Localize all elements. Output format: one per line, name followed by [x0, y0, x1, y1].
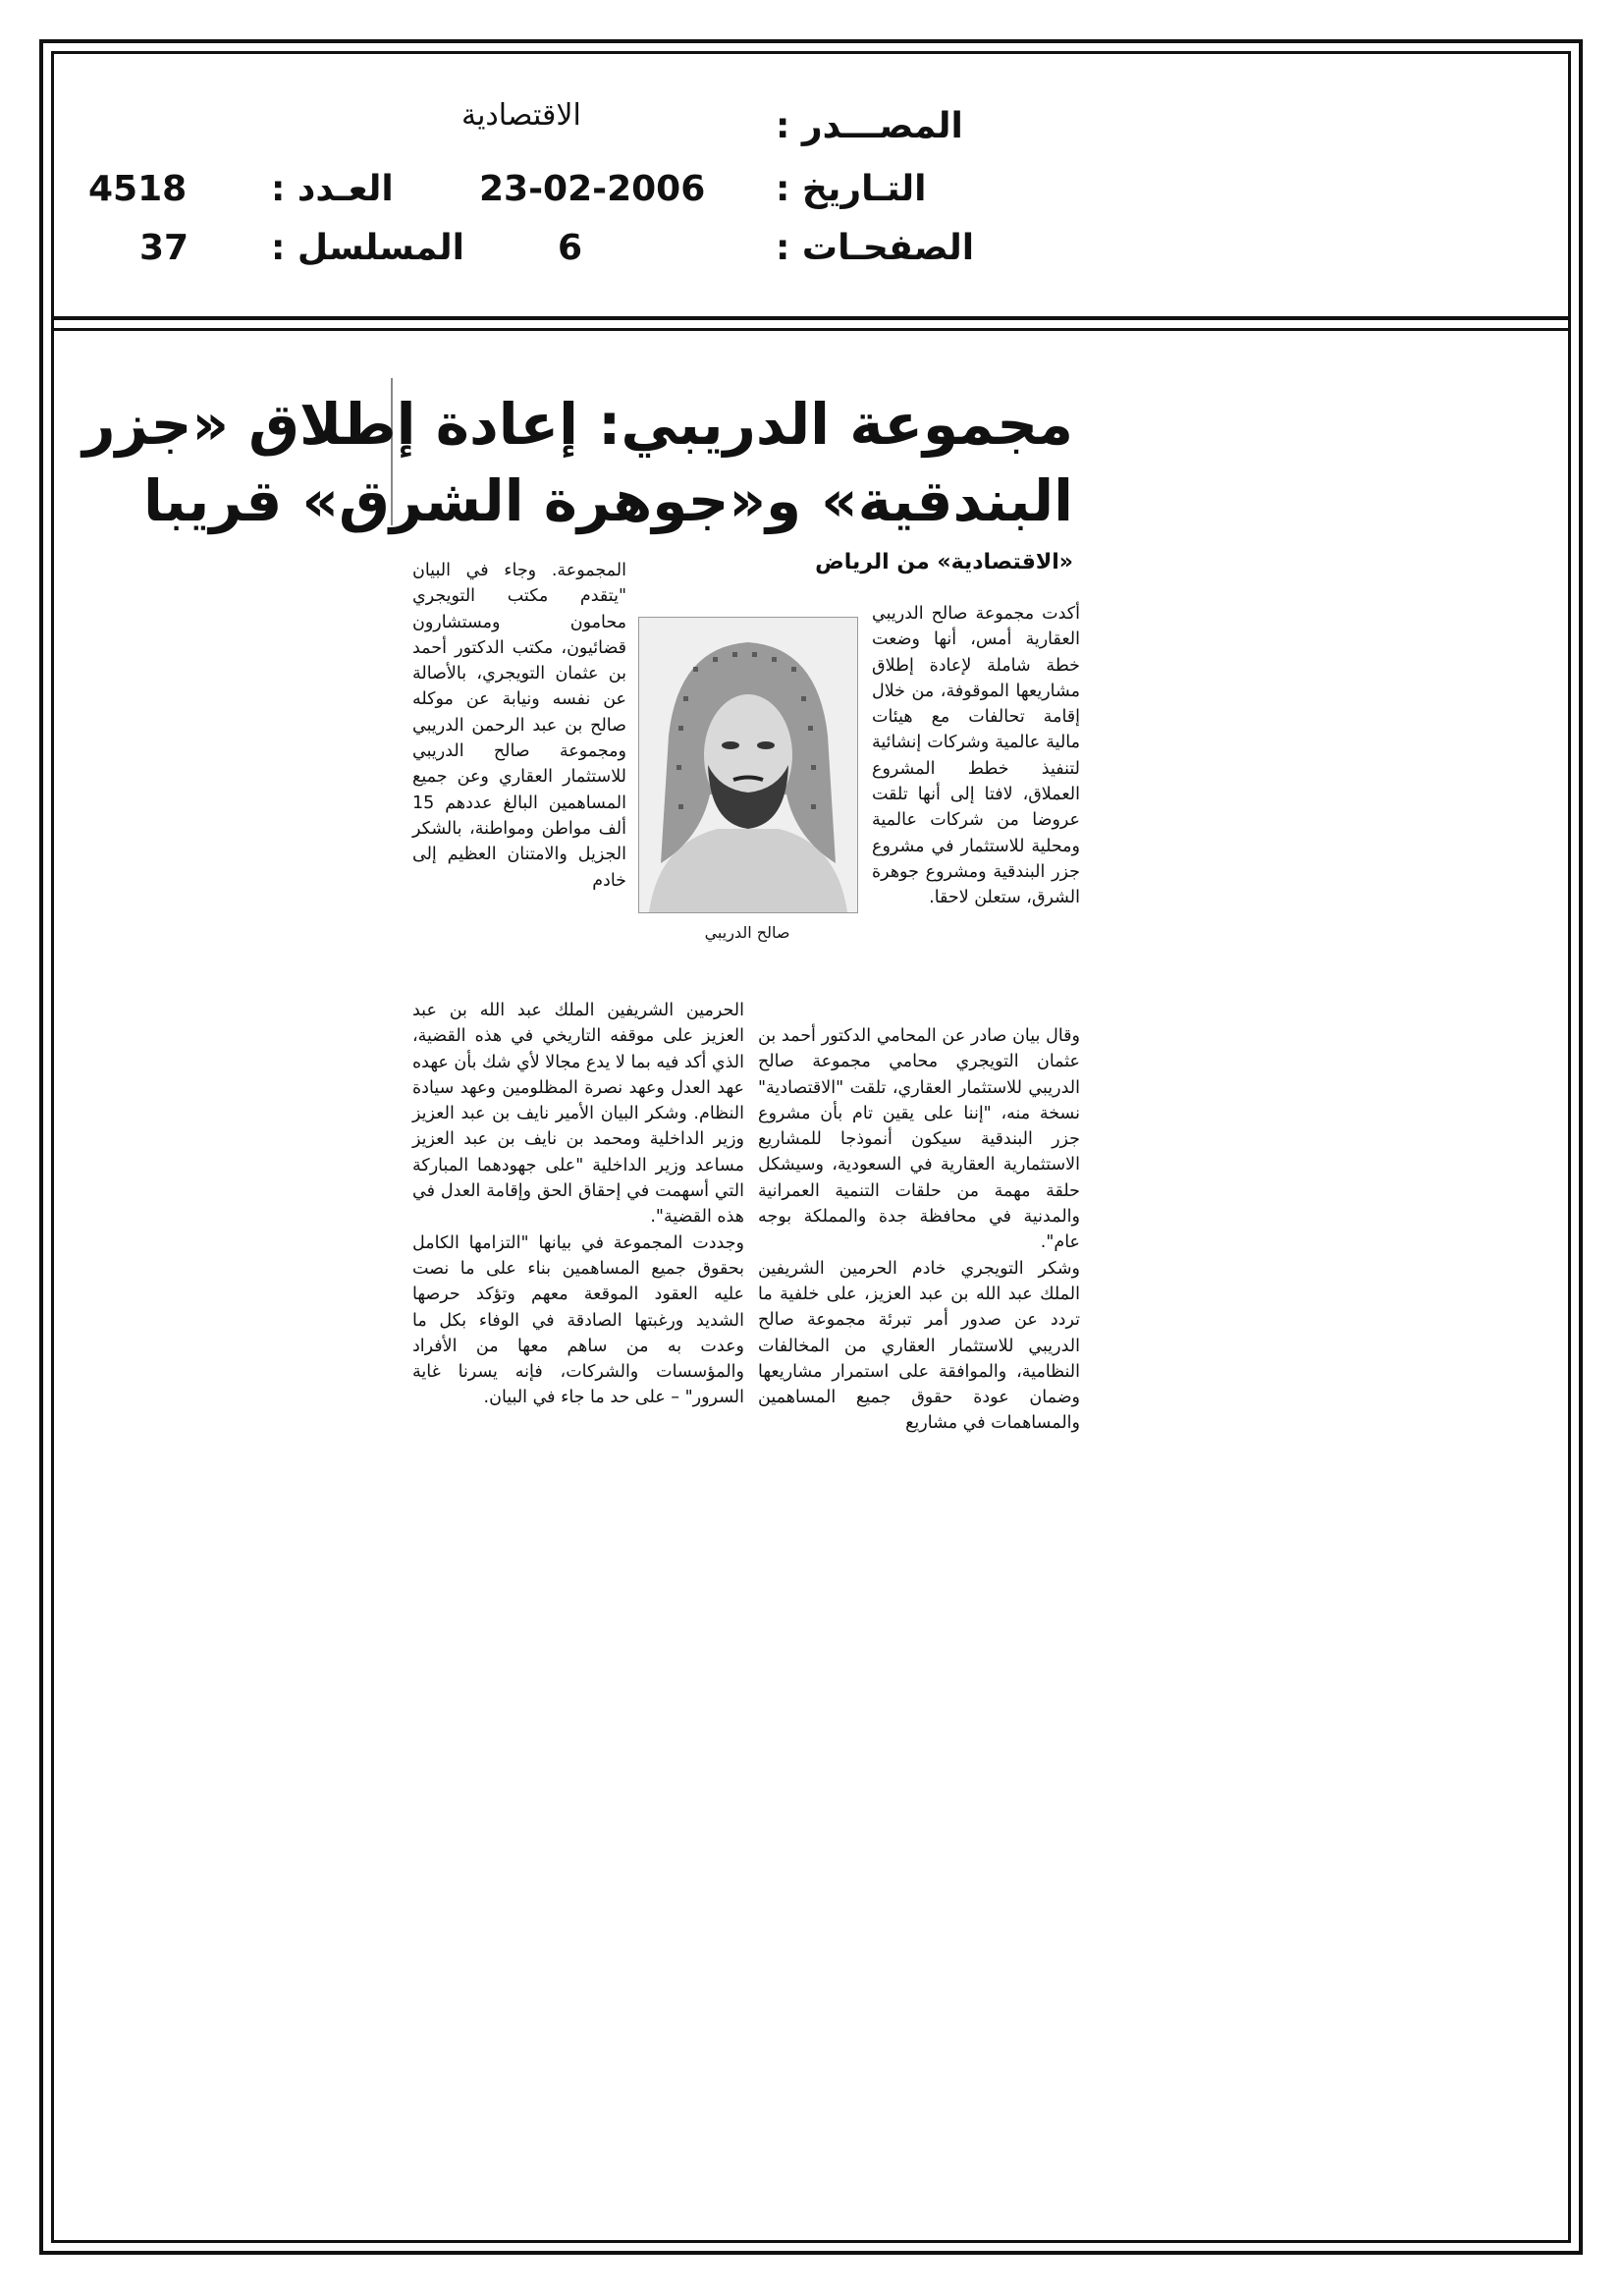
paragraph: المجموعة. وجاء في البيان "يتقدم مكتب التويجري محامون ومستشارون قضائيون، مكتب الدكتور أحمد بن عثمان التويجري، بالأصالة عن نفسه ونيابة عن موكله صالح بن عبد الرحمن الدريبي ومجموعة صالح الدريبي للاستثمار العقاري وعن جميع المساهمين البالغ عددهم 15 ألف مواطن ومواطنة، بالشكر الجزيل والامتنان العظيم إلى خادم	[412, 561, 626, 891]
paragraph: أكدت مجموعة صالح الدريبي العقارية أمس، أنها وضعت خطة شاملة لإعادة إطلاق مشاريعها الموقوفة، من خلال إقامة تحالفات مع هيئات مالية عالمية وشركات إنشائية لتنفيذ خطط المشروع العملاق، لافتا إلى أنها تلقت عروضا من شركات عالمية ومحلية للاستثمار في مشروع جزر البندقية ومشروع جوهرة الشرق، ستعلن لاحقا.	[872, 604, 1080, 908]
portrait-photo	[638, 617, 858, 913]
serial-value: 37	[139, 228, 189, 268]
article-column-right	[758, 1023, 1080, 1437]
date-value: 23-02-2006	[479, 169, 706, 209]
paragraph: وجددت المجموعة في بيانها "التزامها الكامل بحقوق جميع المساهمين بناء على ما نصت عليه العقود الموقعة معهم وتؤكد حرصها الشديد ورغبتها الصادقة في الوفاء بكل ما وعدت به من ساهم معها من الأفراد والمؤسسات والشركات، فإنه يسرنا غاية السرور" – على حد ما جاء في البيان.	[412, 1232, 744, 1408]
issue-value: 4518	[88, 169, 188, 209]
headline-line-2: البندقية» و«جوهرة الشرق» قريبا	[143, 467, 1073, 534]
header-divider-inner	[51, 328, 1571, 331]
header-divider	[51, 316, 1571, 320]
article-column-right-top	[872, 601, 1080, 911]
pages-label: الصفحـات :	[776, 228, 975, 268]
source-value: الاقتصادية	[461, 98, 581, 133]
issue-label: العـدد :	[271, 169, 394, 209]
headline-line-1: مجموعة الدريبي: إعادة إطلاق «جزر	[82, 391, 1073, 458]
source-label: المصـــدر :	[776, 106, 963, 146]
paragraph: وقال بيان صادر عن المحامي الدكتور أحمد بن عثمان التويجري محامي مجموعة صالح الدريبي للاستثمار العقاري، تلقت "الاقتصادية" نسخة منه، "إننا على يقين تام بأن مشروع جزر البندقية سيكون أنموذجا للمشاريع الاستثمارية العقارية في السعودية، وسيشكل حلقة مهمة من حلقات التنمية العمرانية والمدنية في محافظة جدة والمملكة بوجه عام".	[758, 1026, 1080, 1253]
article-column-left	[412, 998, 744, 1411]
photo-caption: صالح الدريبي	[704, 923, 790, 942]
pages-value: 6	[558, 228, 583, 268]
paragraph: الحرمين الشريفين الملك عبد الله بن عبد العزيز على موقفه التاريخي في هذه القضية، الذي أكد فيه بما لا يدع مجالا لأي شك بأن عهده عهد العدل وعهد نصرة المظلومين وعهد سيادة النظام. وشكر البيان الأمير نايف بن عبد العزيز وزير الداخلية ومحمد بن نايف بن عبد العزيز مساعد وزير الداخلية "على جهودهما المباركة التي أسهمت في إحقاق الحق وإقامة العدل في هذه القضية".	[412, 1001, 744, 1228]
paragraph: وشكر التويجري خادم الحرمين الشريفين الملك عبد الله بن عبد العزيز، على خلفية ما تردد عن صدور أمر تبرئة مجموعة صالح الدريبي للاستثمار العقاري من المخالفات النظامية، والموافقة على استمرار مشاريعها وضمان عودة حقوق جميع المساهمين والمساهمات في مشاريع	[758, 1258, 1080, 1434]
serial-label: المسلسل :	[271, 228, 465, 268]
portrait-image	[639, 618, 857, 912]
byline: «الاقتصادية» من الرياض	[815, 550, 1073, 574]
article-column-left-top	[412, 558, 626, 894]
date-label: التـاريخ :	[776, 169, 927, 209]
